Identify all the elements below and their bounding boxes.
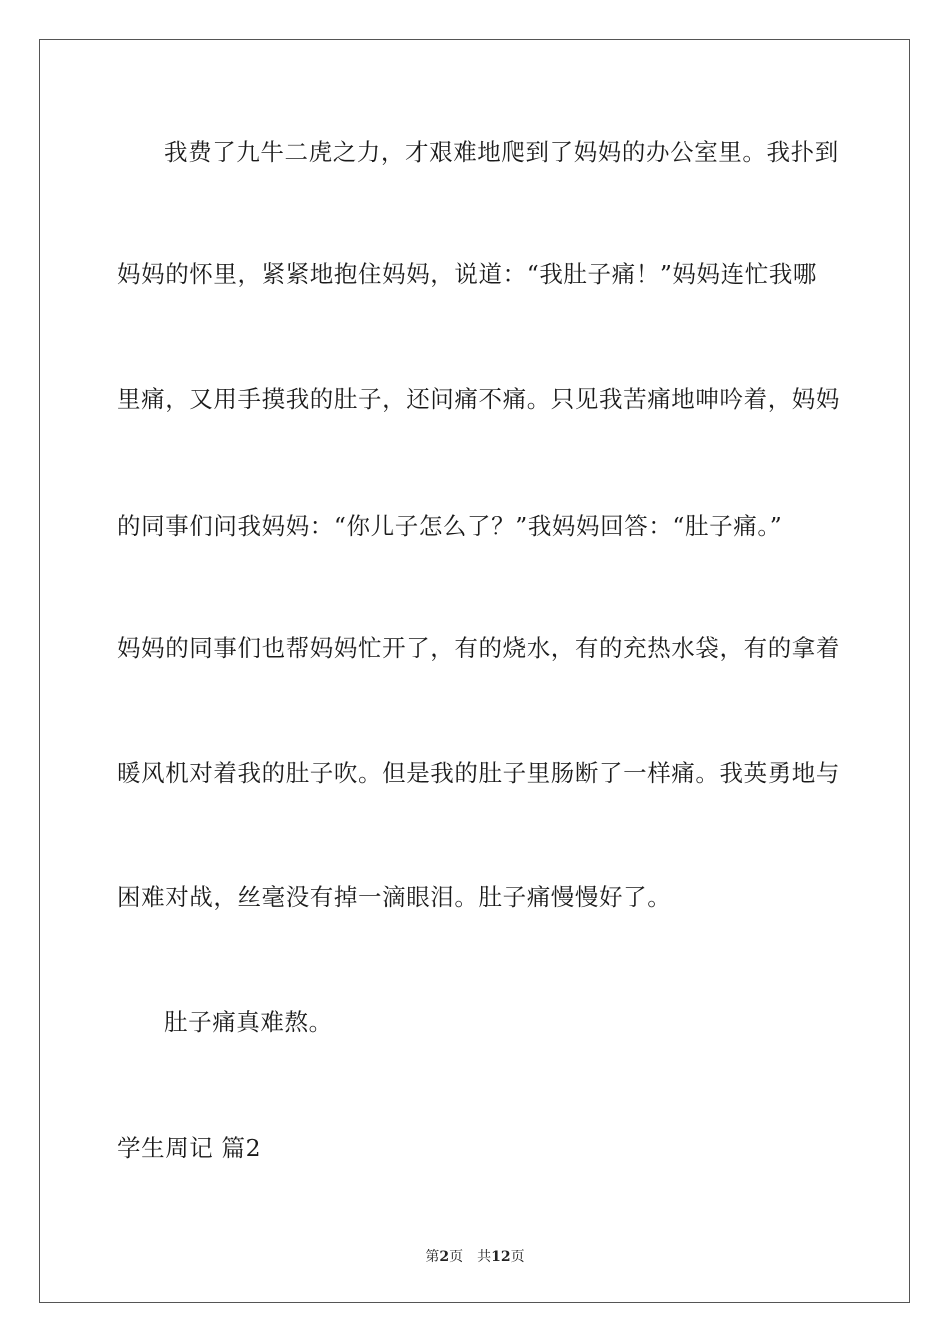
footer-total-suffix: 页 bbox=[510, 1249, 525, 1265]
footer-total-prefix: 共 bbox=[477, 1249, 492, 1265]
section-heading: 学生周记 篇2 bbox=[117, 1134, 262, 1162]
footer-page-suffix: 页 bbox=[449, 1249, 464, 1265]
paragraph-line-5: 妈妈的同事们也帮妈妈忙开了，有的烧水，有的充热水袋，有的拿着 bbox=[117, 634, 840, 662]
paragraph-line-2: 妈妈的怀里，紧紧地抱住妈妈，说道：“我肚子痛！”妈妈连忙我哪 bbox=[117, 260, 818, 288]
paragraph-line-8: 肚子痛真难熬。 bbox=[164, 1008, 333, 1036]
page-footer bbox=[0, 1248, 950, 1266]
paragraph-line-3: 里痛，又用手摸我的肚子，还问痛不痛。只见我苦痛地呻吟着，妈妈 bbox=[117, 385, 840, 413]
page-border bbox=[39, 39, 910, 1303]
paragraph-line-1: 我费了九牛二虎之力，才艰难地爬到了妈妈的办公室里。我扑到 bbox=[164, 138, 839, 166]
footer-page-total: 12 bbox=[491, 1249, 511, 1265]
paragraph-line-6: 暖风机对着我的肚子吹。但是我的肚子里肠断了一样痛。我英勇地与 bbox=[117, 759, 840, 787]
footer-page-current: 2 bbox=[439, 1249, 450, 1265]
paragraph-line-4: 的同事们问我妈妈：“你儿子怎么了？”我妈妈回答：“肚子痛。” bbox=[117, 512, 783, 540]
paragraph-line-7: 困难对战，丝毫没有掉一滴眼泪。肚子痛慢慢好了。 bbox=[117, 883, 672, 911]
footer-page-prefix: 第 bbox=[425, 1249, 440, 1265]
